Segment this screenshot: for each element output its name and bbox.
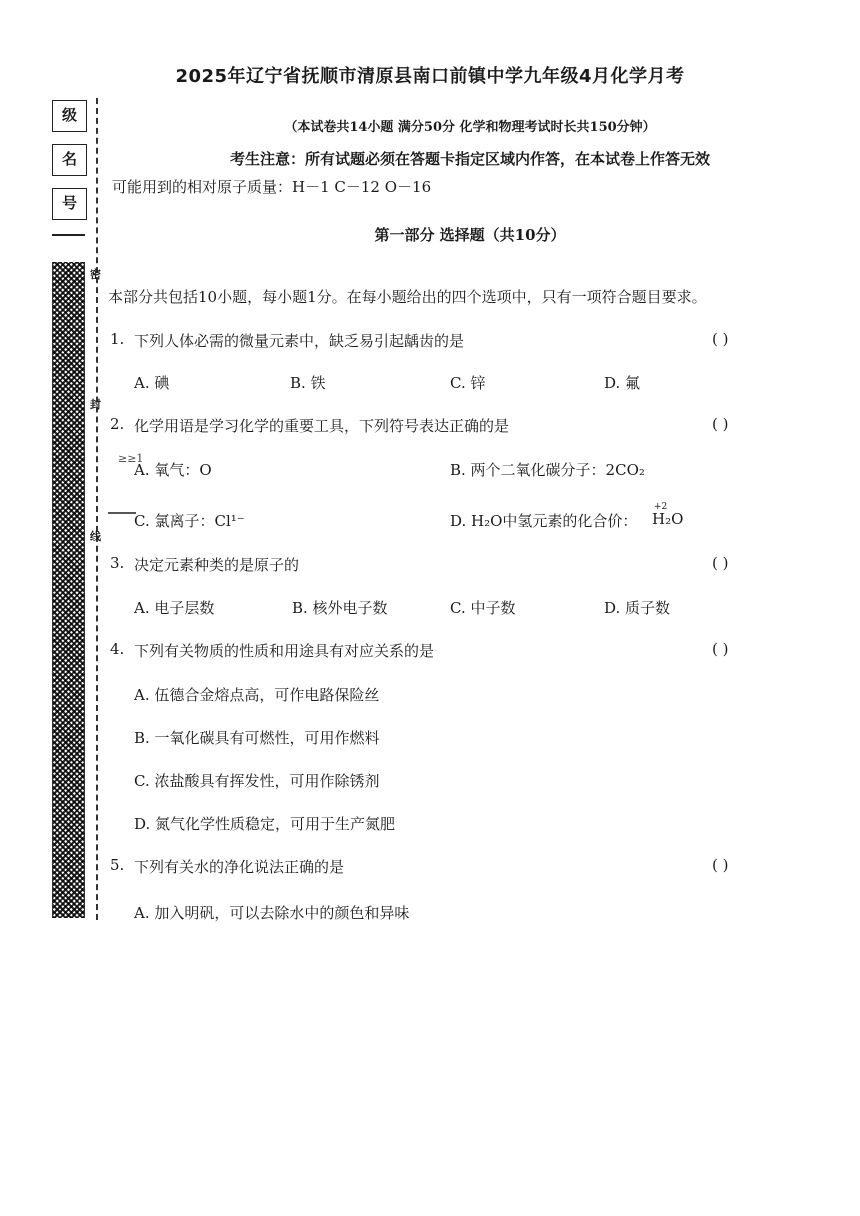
margin-label-name: 名 bbox=[52, 144, 87, 176]
q1-option-b: B. 铁 bbox=[290, 374, 326, 392]
answer-blank-4: ( ) bbox=[712, 640, 729, 658]
q4-option-b: B. 一氧化碳具有可燃性，可用作燃料 bbox=[134, 729, 380, 747]
valence-superscript: +2 bbox=[654, 502, 668, 512]
q2-option-b: B. 两个二氧化碳分子：2CO₂ bbox=[450, 461, 645, 479]
q3-option-c: C. 中子数 bbox=[450, 599, 516, 617]
seal-mark-mi: 密 bbox=[90, 268, 101, 281]
q4-option-a: A. 伍德合金熔点高，可作电路保险丝 bbox=[134, 686, 380, 704]
question-4-number: 4. bbox=[110, 640, 125, 658]
answer-blank-1: ( ) bbox=[712, 330, 729, 348]
margin-divider bbox=[52, 234, 85, 236]
atomic-masses: 可能用到的相对原子质量：H－1 C－12 O－16 bbox=[112, 178, 432, 196]
q2-option-c: C. 氯离子：Cl¹⁻ bbox=[134, 512, 245, 530]
seal-mark-feng: 封 bbox=[90, 398, 101, 411]
q2-option-a: A. 氧气：O bbox=[134, 461, 212, 479]
q4-option-d: D. 氮气化学性质稳定，可用于生产氮肥 bbox=[134, 815, 396, 833]
handwritten-scribble: ≥≥1 bbox=[118, 452, 144, 465]
question-1-stem: 下列人体必需的微量元素中，缺乏易引起龋齿的是 bbox=[134, 332, 465, 350]
exam-title: 2025年辽宁省抚顺市清原县南口前镇中学九年级4月化学月考 bbox=[175, 66, 685, 87]
q3-option-b: B. 核外电子数 bbox=[292, 599, 388, 617]
q3-option-a: A. 电子层数 bbox=[134, 599, 215, 617]
valence-formula: H₂O bbox=[652, 510, 684, 528]
section-intro: 本部分共包括10小题，每小题1分。在每小题给出的四个选项中，只有一项符合题目要求。 bbox=[108, 288, 707, 306]
q1-option-d: D. 氟 bbox=[604, 374, 641, 392]
question-2-stem: 化学用语是学习化学的重要工具，下列符号表达正确的是 bbox=[134, 417, 510, 435]
seal-mark-xian: 线 bbox=[90, 530, 101, 543]
question-2-number: 2. bbox=[110, 415, 125, 433]
answer-blank-2: ( ) bbox=[712, 415, 729, 433]
q5-option-a: A. 加入明矾，可以去除水中的颜色和异味 bbox=[134, 904, 410, 922]
margin-label-class: 级 bbox=[52, 100, 87, 132]
answer-blank-3: ( ) bbox=[712, 554, 729, 572]
q1-option-c: C. 锌 bbox=[450, 374, 486, 392]
question-5-number: 5. bbox=[110, 856, 125, 874]
seal-dashed-line bbox=[96, 98, 98, 920]
q4-option-c: C. 浓盐酸具有挥发性，可用作除锈剂 bbox=[134, 772, 380, 790]
question-3-stem: 决定元素种类的是原子的 bbox=[134, 556, 300, 574]
scribble-line bbox=[108, 512, 136, 514]
binding-hatch-strip bbox=[52, 262, 85, 918]
exam-notice: 考生注意：所有试题必须在答题卡指定区域内作答，在本试卷上作答无效 bbox=[229, 150, 710, 168]
question-5-stem: 下列有关水的净化说法正确的是 bbox=[134, 858, 345, 876]
exam-subtitle: （本试卷共14小题 满分50分 化学和物理考试时长共150分钟） bbox=[284, 120, 656, 135]
section-title: 第一部分 选择题（共10分） bbox=[374, 226, 566, 244]
q1-option-a: A. 碘 bbox=[134, 374, 170, 392]
q2-option-d: D. H₂O中氢元素的化合价： bbox=[450, 512, 638, 530]
question-4-stem: 下列有关物质的性质和用途具有对应关系的是 bbox=[134, 642, 435, 660]
question-3-number: 3. bbox=[110, 554, 125, 572]
answer-blank-5: ( ) bbox=[712, 856, 729, 874]
margin-label-number: 号 bbox=[52, 188, 87, 220]
question-1-number: 1. bbox=[110, 330, 125, 348]
q3-option-d: D. 质子数 bbox=[604, 599, 671, 617]
